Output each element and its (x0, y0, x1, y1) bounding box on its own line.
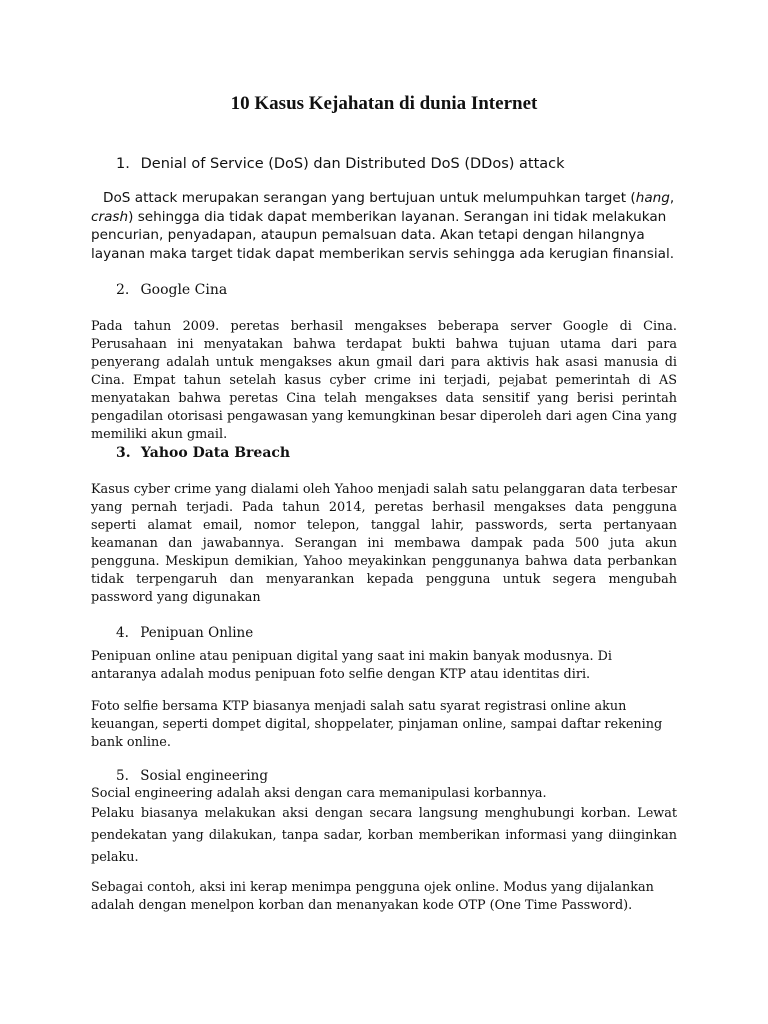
section-4-number: 4. (116, 625, 129, 641)
section-5-paragraph-1: Social engineering adalah aksi dengan cara memanipulasi korbannya. (91, 786, 547, 801)
section-2-paragraph: Pada tahun 2009. peretas berhasil mengakses beberapa server Google di Cina. Perusahaan ini menyatakan bahwa terdapat bukti bahwa tujuan utama dari para penyerang adalah untuk mengakses akun gmail dari para aktivis hak asasi manusia di Cina. Empat tahun setelah kasus cyber crime ini terjadi, pejabat pemerintah di AS menyatakan bahwa peretas Cina telah mengakses data sensitif yang berisi perintah pengadilan otorisasi pengawasan yang kemungkinan besar diperoleh dari agen Cina yang memiliki akun gmail. (91, 319, 677, 442)
s1-comma: , (669, 190, 675, 206)
section-2-heading (116, 281, 227, 299)
section-3-title: Yahoo Data Breach (140, 445, 291, 461)
document-title: 10 Kasus Kejahatan di dunia Internet (230, 93, 538, 114)
s1-crash: crash (91, 208, 129, 225)
section-1-title: Denial of Service (DoS) dan Distributed DoS (DDos) attack (140, 156, 565, 172)
section-1-paragraph (91, 189, 681, 263)
section-4-heading (116, 624, 253, 642)
s1-text-a: DoS attack merupakan serangan yang bertujuan untuk melumpuhkan target ( (103, 190, 636, 206)
section-4-paragraph-1: Penipuan online atau penipuan digital yang saat ini makin banyak modusnya. Di antaranya adalah modus penipuan foto selfie dengan KTP atau identitas diri. (91, 649, 612, 682)
section-5-number: 5. (116, 768, 129, 784)
section-1-number: 1. (116, 156, 130, 172)
section-3-heading (116, 444, 290, 462)
section-5-paragraph-3: Sebagai contoh, aksi ini kerap menimpa pengguna ojek online. Modus yang dijalankan adalah dengan menelpon korban dan menanyakan kode OTP (One Time Password). (91, 880, 654, 913)
section-5-title: Sosial engineering (140, 768, 268, 784)
section-2-number: 2. (116, 282, 130, 298)
section-2-title: Google Cina (140, 282, 228, 298)
section-4-title: Penipuan Online (140, 625, 254, 641)
section-1-heading (116, 155, 565, 173)
section-3-number: 3. (116, 445, 131, 461)
section-3-paragraph: Kasus cyber crime yang dialami oleh Yahoo menjadi salah satu pelanggaran data terbesar yang pernah terjadi. Pada tahun 2014, peretas berhasil mengakses data pengguna seperti alamat email, nomor telepon, tanggal lahir, passwords, serta pertanyaan keamanan dan jawabannya. Serangan ini membawa dampak pada 500 juta akun pengguna. Meskipun demikian, Yahoo meyakinkan penggunanya bahwa data perbankan tidak terpengaruh dan menyarankan kepada pengguna untuk segera mengubah password yang digunakan (91, 482, 677, 605)
section-5-paragraph-2: Pelaku biasanya melakukan aksi dengan secara langsung menghubungi korban. Lewat pendekatan yang dilakukan, tanpa sadar, korban memberikan informasi yang diinginkan pelaku. (91, 806, 677, 865)
s1-hang: hang (635, 190, 670, 206)
section-5-heading (116, 767, 268, 785)
s1-text-b: ) sehingga dia tidak dapat memberikan layanan. Serangan ini tidak melakukan pencurian, penyadapan, ataupun pemalsuan data. Akan tetapi dengan hilangnya layanan maka target tidak dapat memberikan servis sehingga ada kerugian finansial. (91, 208, 675, 262)
section-4-paragraph-2: Foto selfie bersama KTP biasanya menjadi salah satu syarat registrasi online akun keuangan, seperti dompet digital, shoppelater, pinjaman online, sampai daftar rekening bank online. (91, 699, 663, 750)
